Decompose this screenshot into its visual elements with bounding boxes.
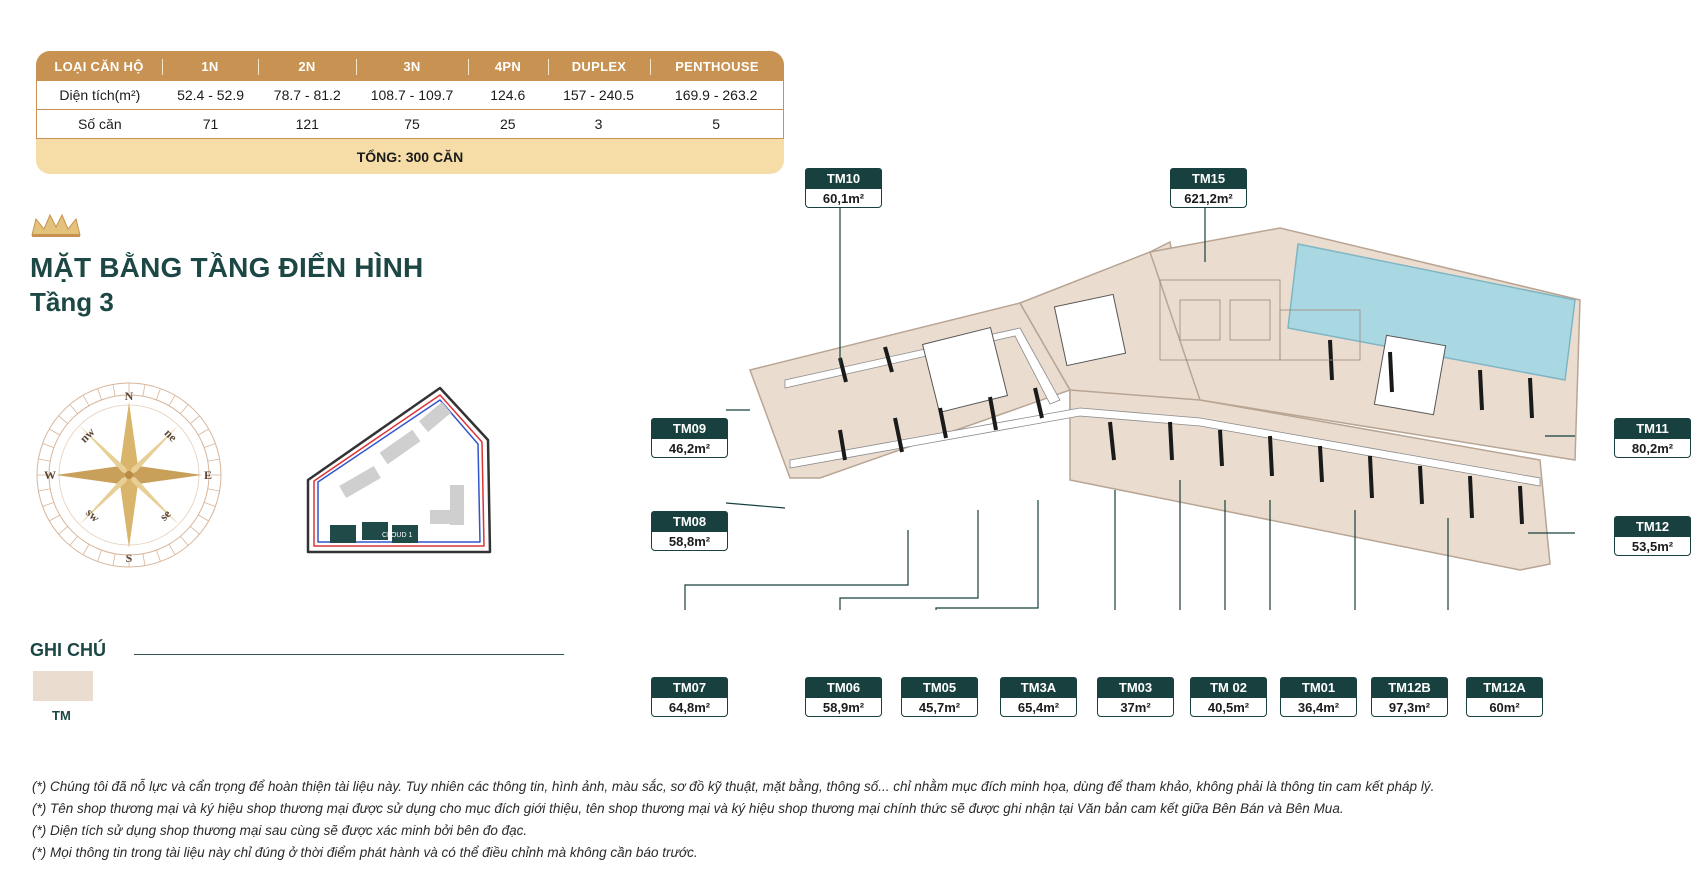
unit-area: 45,7m² <box>901 697 978 717</box>
unit-tag-tm15 <box>1170 168 1247 208</box>
unit-area: 37m² <box>1097 697 1174 717</box>
site-map <box>300 380 510 560</box>
site-label: CLOUD 1 <box>382 532 413 539</box>
table-header-row <box>36 51 784 81</box>
unit-area: 64,8m² <box>651 697 728 717</box>
header-cell: PENTHOUSE <box>650 51 784 81</box>
unit-tag-tm12 <box>1614 516 1691 556</box>
unit-id: TM06 <box>805 677 882 697</box>
compass-tick <box>59 416 68 424</box>
compass-tick <box>70 405 78 414</box>
legend-item-label: TM <box>52 708 71 723</box>
compass-tick <box>113 384 115 396</box>
compass-tick <box>198 429 208 435</box>
compass-tick <box>70 536 78 545</box>
unit-id: TM 02 <box>1190 677 1267 697</box>
compass-se: se <box>156 506 174 524</box>
unit-area: 53,5m² <box>1614 536 1691 556</box>
table-cell: 169.9 - 263.2 <box>674 87 758 103</box>
table-cell: 75 <box>404 116 420 132</box>
floor-plan <box>640 160 1590 610</box>
table-cell: 52.4 - 52.9 <box>177 87 244 103</box>
note-line: (*) Chúng tôi đã nỗ lực và cẩn trọng để hoàn thiện tài liệu này. Tuy nhiên các thông tin, hình ảnh, màu sắc, sơ đồ kỹ thuật, mặt bằng, thông số... chỉ nhằm mục đích minh họa, dùng để tham khảo, không phải là thông tin cam kết pháp lý. <box>32 779 1435 794</box>
unit-tag-tm07 <box>651 677 728 717</box>
compass-n: N <box>124 389 134 403</box>
compass-tick <box>98 550 102 561</box>
unit-area: 58,8m² <box>651 531 728 551</box>
table-cell: 78.7 - 81.2 <box>273 87 341 103</box>
unit-id: TM12B <box>1371 677 1448 697</box>
legend-heading: GHI CHÚ <box>30 640 106 660</box>
table-cell: 121 <box>295 116 319 132</box>
compass-tick <box>198 515 208 521</box>
disclaimer-notes <box>32 776 1434 864</box>
unit-tag-tm10 <box>805 168 882 208</box>
compass-tick <box>38 489 50 491</box>
compass-tick <box>156 389 160 400</box>
compass-tick <box>98 389 102 400</box>
compass-tick <box>190 526 199 534</box>
unit-area: 621,2m² <box>1170 188 1247 208</box>
unit-id: TM11 <box>1614 418 1691 438</box>
unit-id: TM05 <box>901 677 978 697</box>
apartment-summary-table <box>36 51 784 174</box>
table-cell: Số căn <box>78 116 122 132</box>
unit-area: 60m² <box>1466 697 1543 717</box>
unit-id: TM10 <box>805 168 882 188</box>
unit-tag-tm12b <box>1371 677 1448 717</box>
compass-tick <box>180 405 188 414</box>
compass-s: S <box>125 551 133 565</box>
table-cell: 25 <box>499 116 516 132</box>
unit-tag-tm06 <box>805 677 882 717</box>
table-cell: 71 <box>202 116 219 132</box>
table-total: TỔNG: 300 CĂN <box>356 148 464 165</box>
page-title: MẶT BẰNG TẦNG ĐIỂN HÌNH <box>30 252 424 283</box>
unit-id: TM03 <box>1097 677 1174 697</box>
compass-tick <box>83 544 89 554</box>
compass-tick <box>169 395 175 405</box>
compass-sw: sw <box>83 505 103 525</box>
compass-tick <box>208 489 220 491</box>
note-line: (*) Tên shop thương mại và ký hiệu shop thương mại được sử dụng cho mục đích giới thiệu, tên shop thương mại và ký hiệu shop thương mại chính thức sẽ được ghi nhận tại Văn bản cam kết giữa Bên Bán và Bên Mua. <box>32 801 1344 816</box>
compass-tick <box>169 544 175 554</box>
unit-tag-tm12a <box>1466 677 1543 717</box>
legend-divider <box>134 654 564 655</box>
crown-icon <box>30 213 82 239</box>
unit-area: 36,4m² <box>1280 697 1357 717</box>
unit-tag-tm09 <box>651 418 728 458</box>
table-row <box>36 110 784 139</box>
unit-id: TM08 <box>651 511 728 531</box>
unit-area: 58,9m² <box>805 697 882 717</box>
compass-tick <box>59 526 68 534</box>
header-cell: 3N <box>356 51 468 81</box>
compass-tick <box>208 459 220 461</box>
header-cell: 1N <box>162 51 258 81</box>
compass-tick <box>43 502 54 506</box>
compass-tick <box>143 554 145 566</box>
unit-id: TM01 <box>1280 677 1357 697</box>
table-cell: Diện tích(m²) <box>59 87 141 103</box>
unit-id: TM12A <box>1466 677 1543 697</box>
note-line: (*) Diện tích sử dụng shop thương mại sau cùng sẽ được xác minh bởi bên đo đạc. <box>32 823 528 838</box>
table-cell: 157 - 240.5 <box>563 87 634 103</box>
compass-tick <box>204 502 215 506</box>
unit-area: 80,2m² <box>1614 438 1691 458</box>
compass-tick <box>113 554 115 566</box>
compass-tick <box>143 384 145 396</box>
compass-tick <box>180 536 188 545</box>
unit-tag-tm01 <box>1280 677 1357 717</box>
header-cell: 2N <box>258 51 356 81</box>
table-cell: 108.7 - 109.7 <box>370 87 454 103</box>
legend-swatch <box>33 671 93 701</box>
compass-ne: ne <box>161 425 181 445</box>
compass-tick <box>43 444 54 448</box>
unit-tag-tm03 <box>1097 677 1174 717</box>
unit-tag-tm3a <box>1000 677 1077 717</box>
compass-e: E <box>203 468 213 482</box>
compass-tick <box>156 550 160 561</box>
unit-tag-tm05 <box>901 677 978 717</box>
compass-w: W <box>44 468 56 482</box>
compass-nw: nw <box>76 424 98 446</box>
table-cell: 3 <box>594 116 603 132</box>
unit-id: TM12 <box>1614 516 1691 536</box>
unit-tag-tm08 <box>651 511 728 551</box>
unit-id: TM09 <box>651 418 728 438</box>
unit-area: 60,1m² <box>805 188 882 208</box>
unit-area: 46,2m² <box>651 438 728 458</box>
header-cell: LOẠI CĂN HỘ <box>54 58 144 74</box>
table-cell: 124.6 <box>490 87 526 103</box>
unit-id: TM07 <box>651 677 728 697</box>
unit-area: 65,4m² <box>1000 697 1077 717</box>
compass-tick <box>49 429 59 435</box>
unit-id: TM15 <box>1170 168 1247 188</box>
compass-tick <box>83 395 89 405</box>
unit-tag-tm02 <box>1190 677 1267 717</box>
table-cell: 5 <box>712 116 721 132</box>
page-subtitle: Tầng 3 <box>30 287 114 317</box>
note-line: (*) Mọi thông tin trong tài liệu này chỉ đúng ở thời điểm phát hành và có thể điều chỉnh mà không cần báo trước. <box>32 845 698 860</box>
compass-tick <box>49 515 59 521</box>
header-cell: DUPLEX <box>548 51 650 81</box>
unit-area: 97,3m² <box>1371 697 1448 717</box>
header-cell: 4PN <box>468 51 548 81</box>
unit-tag-tm11 <box>1614 418 1691 458</box>
compass-tick <box>190 416 199 424</box>
unit-id: TM3A <box>1000 677 1077 697</box>
compass-tick <box>38 459 50 461</box>
compass-icon <box>34 380 224 570</box>
compass-tick <box>204 444 215 448</box>
table-row <box>36 81 784 110</box>
unit-area: 40,5m² <box>1190 697 1267 717</box>
